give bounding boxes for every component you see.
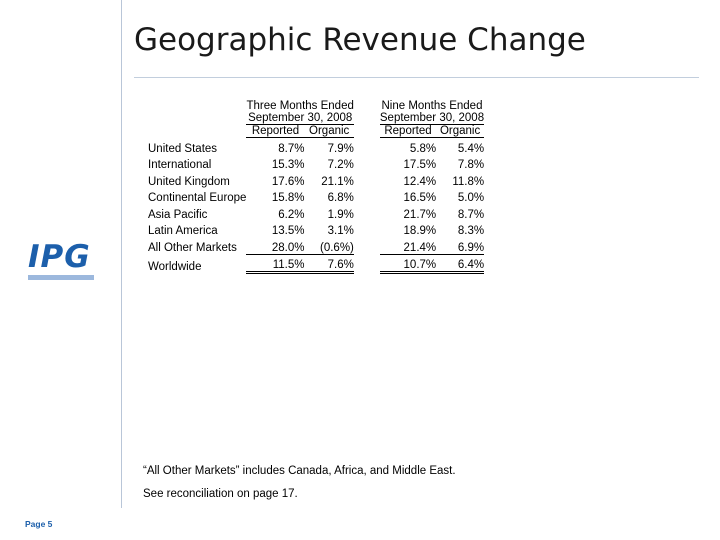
group-spacer-3 xyxy=(354,125,380,138)
row-spacer xyxy=(354,188,380,205)
group-subheader-row xyxy=(148,112,484,125)
cell-organic-3m: 3.1% xyxy=(327,225,354,237)
cell-organic-3m: 7.2% xyxy=(327,159,354,171)
group-header-three-months: Three Months Ended xyxy=(246,100,354,112)
group-spacer-2 xyxy=(354,112,380,125)
cell-organic-3m: 21.1% xyxy=(321,175,354,188)
row-spacer xyxy=(354,237,380,254)
table-row xyxy=(148,221,484,238)
corner-cell-3 xyxy=(148,125,246,138)
footnote-reconciliation: See reconciliation on page 17. xyxy=(143,488,298,500)
row-spacer xyxy=(354,254,380,273)
cell-organic-9m: 8.3% xyxy=(457,225,485,237)
cell-reported-9m: 16.5% xyxy=(403,192,437,204)
cell-reported-3m: 8.7% xyxy=(278,142,305,155)
row-label: International xyxy=(148,159,212,171)
row-label: United States xyxy=(148,142,218,155)
cell-organic-9m: 6.4% xyxy=(436,254,484,273)
cell-reported-3m: 6.2% xyxy=(278,208,305,221)
group-date-nine-months: September 30, 2008 xyxy=(379,112,485,124)
row-label: All Other Markets xyxy=(148,242,237,254)
ipg-logo xyxy=(28,240,98,278)
row-label: Worldwide xyxy=(148,260,202,273)
row-label: Latin America xyxy=(148,225,218,237)
row-label: Continental Europe xyxy=(148,192,247,204)
group-header-nine-months: Nine Months Ended xyxy=(381,100,483,112)
cell-reported-3m: 15.8% xyxy=(271,192,305,204)
table-row xyxy=(148,155,484,172)
table-head xyxy=(148,100,484,138)
row-spacer xyxy=(354,155,380,172)
cell-reported-3m: 13.5% xyxy=(271,225,305,237)
corner-cell-2 xyxy=(148,112,246,125)
table-row-total xyxy=(148,254,484,273)
cell-organic-9m: 11.8% xyxy=(452,175,485,188)
cell-organic-9m: 8.7% xyxy=(457,208,485,221)
cell-reported-3m: 15.3% xyxy=(271,159,305,171)
cell-reported-3m: 28.0% xyxy=(246,237,304,254)
cell-reported-9m: 12.4% xyxy=(403,175,437,188)
corner-cell xyxy=(148,100,246,112)
cell-reported-3m: 17.6% xyxy=(271,175,305,188)
group-spacer xyxy=(354,100,380,112)
footnote-all-other-markets: “All Other Markets” includes Canada, Africa, and Middle East. xyxy=(143,465,456,477)
column-header-reported-3m: Reported xyxy=(246,125,304,138)
column-header-organic-3m: Organic xyxy=(304,125,353,138)
table-row xyxy=(148,188,484,205)
cell-organic-9m: 5.0% xyxy=(457,192,485,204)
cell-organic-3m: 6.8% xyxy=(327,192,354,204)
cell-organic-9m: 6.9% xyxy=(436,237,484,254)
page-title: Geographic Revenue Change xyxy=(134,22,586,58)
cell-organic-3m: 7.6% xyxy=(304,254,353,273)
cell-organic-9m: 7.8% xyxy=(457,159,485,171)
cell-reported-9m: 17.5% xyxy=(403,159,437,171)
logo-bar xyxy=(28,275,94,280)
cell-organic-3m: 1.9% xyxy=(327,208,354,221)
cell-reported-9m: 21.4% xyxy=(380,237,436,254)
row-label: Asia Pacific xyxy=(148,208,208,221)
column-header-organic-9m: Organic xyxy=(436,125,484,138)
table-body xyxy=(148,138,484,273)
title-divider xyxy=(134,77,699,78)
table-row xyxy=(148,138,484,155)
cell-reported-9m: 21.7% xyxy=(403,208,437,221)
table-row xyxy=(148,237,484,254)
revenue-table xyxy=(148,100,484,274)
cell-organic-3m: (0.6%) xyxy=(304,237,353,254)
table-row xyxy=(148,171,484,188)
column-header-row xyxy=(148,125,484,138)
logo-text: IPG xyxy=(28,239,91,275)
row-label: United Kingdom xyxy=(148,175,230,188)
page-number: Page 5 xyxy=(25,519,53,529)
cell-reported-3m: 11.5% xyxy=(246,254,304,273)
cell-organic-3m: 7.9% xyxy=(327,142,354,155)
row-spacer xyxy=(354,221,380,238)
group-date-three-months: September 30, 2008 xyxy=(248,112,353,124)
cell-reported-9m: 18.9% xyxy=(403,225,437,237)
row-spacer xyxy=(354,138,380,155)
group-header-row xyxy=(148,100,484,112)
cell-reported-9m: 5.8% xyxy=(409,142,437,155)
vertical-divider xyxy=(121,0,122,508)
column-header-reported-9m: Reported xyxy=(380,125,436,138)
row-spacer xyxy=(354,171,380,188)
cell-reported-9m: 10.7% xyxy=(380,254,436,273)
cell-organic-9m: 5.4% xyxy=(457,142,485,155)
table-row xyxy=(148,204,484,221)
row-spacer xyxy=(354,204,380,221)
